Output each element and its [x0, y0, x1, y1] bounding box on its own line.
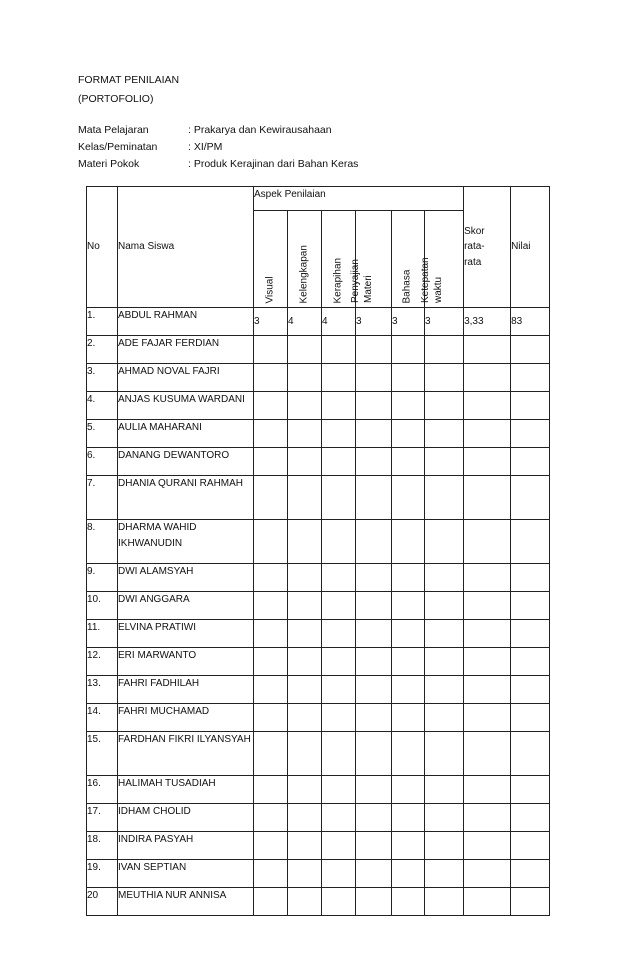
row-no: 5.	[87, 420, 118, 448]
row-score-cell	[356, 860, 392, 888]
row-average-score	[464, 592, 511, 620]
row-average-score	[464, 476, 511, 520]
row-average-score: 3,33	[464, 308, 511, 336]
row-score-cell	[254, 592, 288, 620]
row-no: 9.	[87, 564, 118, 592]
row-score-cell	[322, 364, 356, 392]
row-average-score	[464, 620, 511, 648]
table-row	[87, 364, 550, 392]
header-no: No	[87, 187, 118, 308]
row-no: 20	[87, 888, 118, 916]
row-score-cell	[322, 888, 356, 916]
table-row	[87, 564, 550, 592]
row-final-grade	[511, 364, 550, 392]
row-score-cell	[322, 832, 356, 860]
row-score-cell: 3	[254, 308, 288, 336]
row-score-cell	[392, 420, 425, 448]
row-score-cell	[425, 420, 464, 448]
row-score-cell	[254, 776, 288, 804]
table-row	[87, 648, 550, 676]
row-final-grade	[511, 336, 550, 364]
row-score-cell	[392, 776, 425, 804]
row-final-grade	[511, 476, 550, 520]
header-aspect-kerapihan-text: Kerapihan	[332, 257, 343, 303]
row-score-cell	[254, 476, 288, 520]
meta-value-topic: : Produk Kerajinan dari Bahan Keras	[188, 158, 359, 170]
row-student-name: FAHRI FADHILAH	[118, 676, 254, 704]
meta-value-subject: : Prakarya dan Kewirausahaan	[188, 124, 332, 136]
row-score-cell	[288, 704, 322, 732]
row-score-cell: 3	[425, 308, 464, 336]
row-score-cell	[288, 476, 322, 520]
row-no: 4.	[87, 392, 118, 420]
row-score-cell: 4	[288, 308, 322, 336]
row-student-name: DANANG DEWANTORO	[118, 448, 254, 476]
table-row	[87, 888, 550, 916]
row-score-cell	[425, 364, 464, 392]
header-skor-line3: rata	[464, 256, 482, 268]
row-score-cell	[288, 336, 322, 364]
row-score-cell	[425, 648, 464, 676]
row-final-grade	[511, 832, 550, 860]
row-score-cell	[254, 564, 288, 592]
header-aspect-visual-text: Visual	[264, 275, 275, 303]
row-score-cell	[392, 676, 425, 704]
row-score-cell	[254, 732, 288, 776]
row-student-name: ELVINA PRATIWI	[118, 620, 254, 648]
row-score-cell	[392, 704, 425, 732]
meta-label-subject: Mata Pelajaran	[78, 124, 149, 136]
row-score-cell	[254, 620, 288, 648]
row-average-score	[464, 420, 511, 448]
row-score-cell	[425, 336, 464, 364]
header-aspect-ketepatan-text-2: waktu	[432, 276, 444, 303]
row-score-cell	[254, 392, 288, 420]
assessment-table	[86, 186, 550, 916]
row-score-cell	[254, 520, 288, 564]
row-student-name: MEUTHIA NUR ANNISA	[118, 888, 254, 916]
row-score-cell	[288, 648, 322, 676]
row-score-cell	[356, 364, 392, 392]
row-final-grade	[511, 620, 550, 648]
row-final-grade	[511, 592, 550, 620]
row-score-cell	[392, 888, 425, 916]
row-no: 14.	[87, 704, 118, 732]
header-aspect-kelengkapan	[288, 211, 322, 308]
document-subtitle: (PORTOFOLIO)	[78, 93, 154, 105]
row-score-cell	[425, 888, 464, 916]
table-row	[87, 804, 550, 832]
row-student-name: AULIA MAHARANI	[118, 420, 254, 448]
row-score-cell	[356, 620, 392, 648]
row-no: 2.	[87, 336, 118, 364]
table-body	[87, 308, 550, 916]
row-score-cell	[288, 620, 322, 648]
row-score-cell	[288, 860, 322, 888]
table-row	[87, 592, 550, 620]
row-score-cell	[356, 704, 392, 732]
row-score-cell	[322, 336, 356, 364]
row-score-cell	[356, 336, 392, 364]
row-score-cell	[392, 336, 425, 364]
table-row	[87, 392, 550, 420]
row-student-name: INDIRA PASYAH	[118, 832, 254, 860]
row-score-cell	[254, 704, 288, 732]
row-no: 7.	[87, 476, 118, 520]
row-score-cell	[392, 592, 425, 620]
row-no: 10.	[87, 592, 118, 620]
row-score-cell	[322, 860, 356, 888]
row-score-cell	[356, 776, 392, 804]
header-skor-line2: rata-	[464, 241, 485, 253]
header-skor	[464, 187, 511, 308]
row-average-score	[464, 804, 511, 832]
header-aspect-ketepatan	[420, 211, 464, 308]
row-score-cell	[425, 704, 464, 732]
row-average-score	[464, 336, 511, 364]
row-score-cell	[425, 448, 464, 476]
header-name: Nama Siswa	[118, 187, 254, 308]
row-final-grade	[511, 704, 550, 732]
row-average-score	[464, 704, 511, 732]
row-score-cell	[356, 420, 392, 448]
row-no: 11.	[87, 620, 118, 648]
row-score-cell	[392, 448, 425, 476]
table-row	[87, 832, 550, 860]
row-score-cell	[425, 804, 464, 832]
row-score-cell	[254, 448, 288, 476]
row-score-cell	[356, 804, 392, 832]
row-score-cell	[392, 364, 425, 392]
table-row	[87, 620, 550, 648]
row-score-cell	[322, 732, 356, 776]
row-student-name: IVAN SEPTIAN	[118, 860, 254, 888]
row-score-cell	[288, 676, 322, 704]
row-score-cell	[254, 804, 288, 832]
document-title: FORMAT PENILAIAN	[78, 74, 180, 86]
row-score-cell	[322, 648, 356, 676]
row-no: 18.	[87, 832, 118, 860]
meta-value-class: : XI/PM	[188, 141, 223, 153]
row-score-cell	[288, 520, 322, 564]
row-score-cell	[288, 732, 322, 776]
row-average-score	[464, 392, 511, 420]
row-score-cell	[254, 832, 288, 860]
row-final-grade	[511, 420, 550, 448]
row-average-score	[464, 448, 511, 476]
header-aspect-visual	[254, 211, 288, 308]
row-score-cell	[356, 392, 392, 420]
row-score-cell	[254, 648, 288, 676]
row-score-cell	[392, 564, 425, 592]
row-score-cell	[288, 776, 322, 804]
row-score-cell	[288, 448, 322, 476]
meta-label-topic: Materi Pokok	[78, 158, 140, 170]
row-final-grade	[511, 888, 550, 916]
row-score-cell	[322, 620, 356, 648]
row-no: 1.	[87, 308, 118, 336]
row-score-cell	[392, 620, 425, 648]
row-score-cell	[288, 804, 322, 832]
header-aspect-kelengkapan-text: Kelengkapan	[298, 244, 309, 303]
header-nilai: Nilai	[511, 187, 550, 308]
row-score-cell	[356, 448, 392, 476]
row-average-score	[464, 648, 511, 676]
table-row	[87, 704, 550, 732]
row-score-cell	[392, 476, 425, 520]
row-score-cell	[425, 620, 464, 648]
row-score-cell	[254, 364, 288, 392]
row-student-name: DHARMA WAHID IKHWANUDIN	[118, 520, 254, 564]
row-average-score	[464, 564, 511, 592]
row-final-grade	[511, 520, 550, 564]
row-final-grade	[511, 860, 550, 888]
row-score-cell	[392, 860, 425, 888]
row-score-cell	[254, 888, 288, 916]
row-score-cell	[288, 592, 322, 620]
row-final-grade: 83	[511, 308, 550, 336]
row-no: 17.	[87, 804, 118, 832]
table-row	[87, 476, 550, 520]
row-score-cell	[356, 476, 392, 520]
row-score-cell	[322, 392, 356, 420]
row-student-name: DWI ALAMSYAH	[118, 564, 254, 592]
row-score-cell	[254, 676, 288, 704]
row-student-name: HALIMAH TUSADIAH	[118, 776, 254, 804]
row-student-name: IDHAM CHOLID	[118, 804, 254, 832]
row-student-name: ERI MARWANTO	[118, 648, 254, 676]
row-score-cell	[356, 888, 392, 916]
row-score-cell	[322, 704, 356, 732]
row-score-cell	[288, 420, 322, 448]
row-final-grade	[511, 448, 550, 476]
row-score-cell	[356, 520, 392, 564]
row-average-score	[464, 888, 511, 916]
header-aspect-ketepatan-text-1: Ketepatan	[420, 257, 432, 303]
row-score-cell	[322, 520, 356, 564]
table-row	[87, 776, 550, 804]
row-score-cell	[322, 420, 356, 448]
row-score-cell	[254, 420, 288, 448]
row-score-cell	[356, 564, 392, 592]
table-row	[87, 732, 550, 776]
row-score-cell: 3	[392, 308, 425, 336]
row-student-name: ADE FAJAR FERDIAN	[118, 336, 254, 364]
table-row	[87, 520, 550, 564]
header-aspect-penyajian-text-2: Materi	[362, 275, 373, 303]
row-final-grade	[511, 732, 550, 776]
header-aspect-bahasa-text: Bahasa	[401, 269, 413, 303]
row-score-cell	[425, 860, 464, 888]
header-aspect-penyajian-text-1: Penyajian	[349, 259, 361, 303]
row-score-cell	[392, 520, 425, 564]
row-final-grade	[511, 776, 550, 804]
row-score-cell	[322, 564, 356, 592]
row-score-cell	[254, 860, 288, 888]
row-score-cell	[392, 732, 425, 776]
row-score-cell	[392, 392, 425, 420]
row-student-name: FARDHAN FIKRI ILYANSYAH	[118, 732, 254, 776]
row-score-cell	[356, 676, 392, 704]
row-score-cell	[425, 476, 464, 520]
header-aspect-penyajian	[349, 211, 392, 308]
table-row	[87, 860, 550, 888]
row-student-name: ANJAS KUSUMA WARDANI	[118, 392, 254, 420]
row-score-cell: 4	[322, 308, 356, 336]
table-row	[87, 420, 550, 448]
table-row	[87, 308, 550, 336]
row-no: 13.	[87, 676, 118, 704]
table-row	[87, 676, 550, 704]
row-score-cell	[425, 676, 464, 704]
row-score-cell: 3	[356, 308, 392, 336]
row-score-cell	[392, 804, 425, 832]
row-no: 6.	[87, 448, 118, 476]
row-average-score	[464, 832, 511, 860]
row-student-name: FAHRI MUCHAMAD	[118, 704, 254, 732]
row-no: 15.	[87, 732, 118, 776]
table-header	[87, 187, 550, 308]
row-score-cell	[288, 364, 322, 392]
row-score-cell	[425, 520, 464, 564]
header-skor-line1: Skor	[464, 225, 485, 237]
header-aspek: Aspek Penilaian	[254, 187, 464, 211]
meta-label-class: Kelas/Peminatan	[78, 141, 158, 153]
row-score-cell	[392, 648, 425, 676]
row-score-cell	[425, 776, 464, 804]
row-score-cell	[322, 676, 356, 704]
row-score-cell	[425, 732, 464, 776]
row-score-cell	[356, 732, 392, 776]
row-score-cell	[288, 564, 322, 592]
row-score-cell	[425, 832, 464, 860]
row-final-grade	[511, 804, 550, 832]
row-score-cell	[356, 832, 392, 860]
row-score-cell	[425, 564, 464, 592]
row-no: 8.	[87, 520, 118, 564]
row-score-cell	[322, 804, 356, 832]
row-average-score	[464, 732, 511, 776]
row-average-score	[464, 364, 511, 392]
row-final-grade	[511, 564, 550, 592]
row-final-grade	[511, 392, 550, 420]
row-score-cell	[356, 648, 392, 676]
row-score-cell	[288, 888, 322, 916]
table-row	[87, 448, 550, 476]
row-score-cell	[322, 592, 356, 620]
row-no: 3.	[87, 364, 118, 392]
row-final-grade	[511, 676, 550, 704]
row-score-cell	[254, 336, 288, 364]
row-score-cell	[288, 832, 322, 860]
row-score-cell	[392, 832, 425, 860]
row-score-cell	[322, 448, 356, 476]
row-score-cell	[288, 392, 322, 420]
row-student-name: ABDUL RAHMAN	[118, 308, 254, 336]
row-average-score	[464, 520, 511, 564]
row-score-cell	[425, 592, 464, 620]
row-average-score	[464, 860, 511, 888]
row-average-score	[464, 676, 511, 704]
row-score-cell	[356, 592, 392, 620]
row-student-name: DHANIA QURANI RAHMAH	[118, 476, 254, 520]
row-student-name: DWI ANGGARA	[118, 592, 254, 620]
row-no: 16.	[87, 776, 118, 804]
row-score-cell	[425, 392, 464, 420]
row-no: 12.	[87, 648, 118, 676]
row-no: 19.	[87, 860, 118, 888]
row-final-grade	[511, 648, 550, 676]
table-row	[87, 336, 550, 364]
row-student-name: AHMAD NOVAL FAJRI	[118, 364, 254, 392]
row-score-cell	[322, 776, 356, 804]
row-average-score	[464, 776, 511, 804]
row-score-cell	[322, 476, 356, 520]
